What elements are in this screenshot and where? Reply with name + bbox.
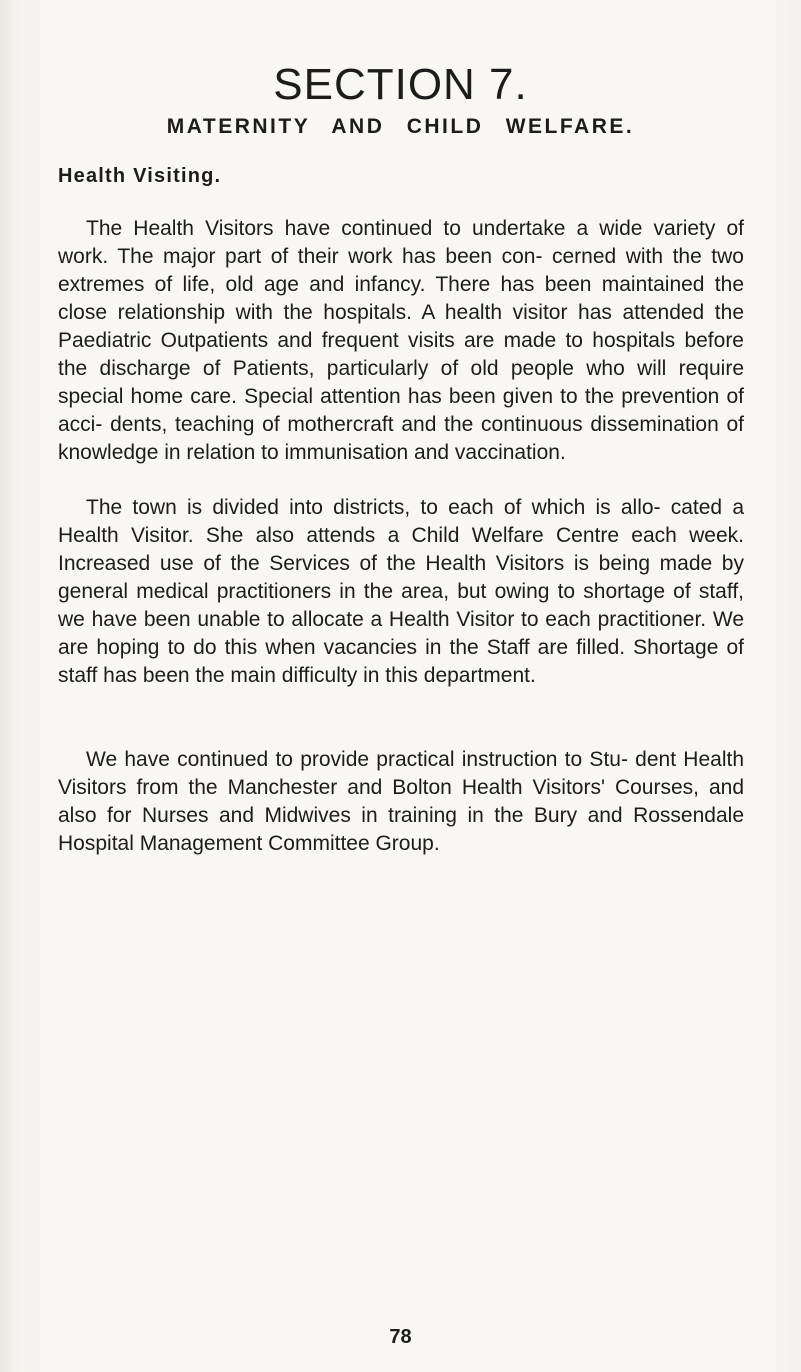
body-paragraph-1: The Health Visitors have continued to undertake a wide variety of work. The major part of their work has been con- cerned with the two extremes of life, old age and infancy. There has been maintained the close relationship with the hospitals. A health visitor has attended the Paediatric Outpatients and frequent visits are made to hospitals before the discharge of Patients, particularly of old people who will require special home care. Special attention has been given to the prevention of acci- dents, teaching of mothercraft and the continuous dissemination of knowledge in relation to immunisation and vaccination. [58,217,744,464]
body-paragraph-3: We have continued to provide practical instruction to Stu- dent Health Visitors from the Manchester and Bolton Health Visitors' Courses, and also for Nurses and Midwives in training in the Bury and Rossendale Hospital Management Committee Group. [58,748,744,855]
page-number: 78 [389,1326,412,1348]
subheading-health-visiting: Health Visiting. [58,165,222,187]
section-title: SECTION 7. [273,60,528,109]
body-paragraph-2: The town is divided into districts, to each of which is allo- cated a Health Visitor. She also attends a Child Welfare Centre each week. Increased use of the Services of the Health Visitors is being made by general medical practitioners in the area, but owing to shortage of staff, we have been unable to allocate a Health Visitor to each practitioner. We are hoping to do this when vacancies in the Staff are filled. Shortage of staff has been the main difficulty in this department. [58,496,744,687]
section-subtitle: MATERNITY AND CHILD WELFARE. [166,115,635,138]
